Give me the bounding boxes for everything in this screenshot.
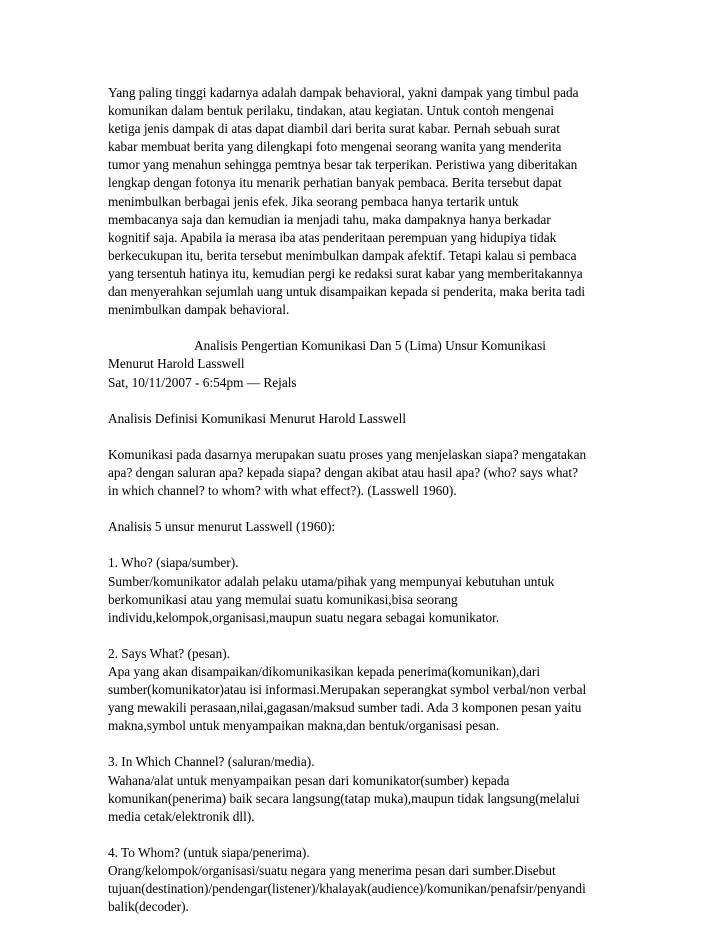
text-line: balik(decoder).	[108, 899, 189, 915]
paragraph-gap	[108, 735, 628, 753]
paragraph-gap	[108, 319, 628, 337]
text-line: sumber(komunikator)atau isi informasi.Merupakan seperangkat symbol verbal/non verbal	[108, 682, 587, 698]
text-line: lengkap dengan fotonya itu menarik perhatian banyak pembaca. Berita tersebut dapat	[108, 175, 562, 191]
elements-intro: Analisis 5 unsur menurut Lasswell (1960):	[108, 519, 336, 535]
text-line: ketiga jenis dampak di atas dapat diambil dari berita surat kabar. Pernah sebuah surat	[108, 121, 560, 137]
text-line: tujuan(destination)/pendengar(listener)/khalayak(audience)/komunikan/penafsir/penyandi	[108, 881, 586, 897]
article-meta: Sat, 10/11/2007 - 6:54pm — Rejals	[108, 374, 297, 390]
element-in-which-channel	[108, 753, 628, 825]
article-title-line: Menurut Harold Lasswell	[108, 356, 245, 372]
text-line: apa? dengan saluran apa? kepada siapa? dengan akibat atau hasil apa? (who? says what?	[108, 464, 578, 480]
text-line: dan menyerahkan sejumlah uang untuk disampaikan kepada si penderita, maka berita tadi	[108, 284, 586, 300]
element-heading: 3. In Which Channel? (saluran/media).	[108, 754, 315, 770]
text-line: Sumber/komunikator adalah pelaku utama/pihak yang mempunyai kebutuhan untuk	[108, 573, 555, 589]
text-line: individu,kelompok,organisasi,maupun suatu negara sebagai komunikator.	[108, 609, 500, 625]
text-line: komunikan(penerima) baik secara langsung(tatap muka),maupun tidak langsung(melalui	[108, 790, 580, 806]
text-line: Orang/kelompok/organisasi/suatu negara yang menerima pesan dari sumber.Disebut	[108, 863, 556, 879]
element-heading: 2. Says What? (pesan).	[108, 645, 230, 661]
paragraph-gap	[108, 392, 628, 410]
document-page	[108, 84, 628, 916]
text-line: in which channel? to whom? with what effect?). (Lasswell 1960).	[108, 483, 457, 499]
text-line: berkomunikasi atau yang memulai suatu komunikasi,bisa seorang	[108, 591, 458, 607]
text-line: menimbulkan berbagai jenis efek. Jika seorang pembaca hanya tertarik untuk	[108, 193, 519, 209]
text-line: berkecukupan itu, berita tersebut menimbulkan dampak afektif. Tetapi kalau si pembaca	[108, 247, 577, 263]
element-to-whom	[108, 844, 628, 916]
element-who	[108, 554, 628, 626]
text-line: Yang paling tinggi kadarnya adalah dampak behavioral, yakni dampak yang timbul pada	[108, 85, 579, 100]
text-line: makna,symbol untuk menyampaikan makna,dan bentuk/organisasi pesan.	[108, 718, 500, 734]
paragraph-gap	[108, 627, 628, 645]
text-line: kognitif saja. Apabila ia merasa iba atas penderitaan perempuan yang hidupiya tidak	[108, 229, 557, 245]
text-line: tumor yang menahun sehingga pemtnya besar tak terperikan. Peristiwa yang diberitakan	[108, 157, 578, 173]
text-line: Apa yang akan disampaikan/dikomunikasikan kepada penerima(komunikan),dari	[108, 664, 541, 679]
text-line: media cetak/elektronik dll).	[108, 808, 255, 824]
paragraph-gap	[108, 536, 628, 554]
text-line: menimbulkan dampak behavioral.	[108, 302, 290, 318]
element-heading: 4. To Whom? (untuk siapa/penerima).	[108, 844, 310, 860]
text-line: Komunikasi pada dasarnya merupakan suatu proses yang menjelaskan siapa? mengatakan	[108, 446, 587, 462]
text-line: membacanya saja dan kemudian ia menjadi tahu, maka dampaknya hanya berkadar	[108, 211, 551, 227]
article-title-line: Analisis Pengertian Komunikasi Dan 5 (Lima) Unsur Komunikasi	[194, 338, 546, 354]
text-line: kabar membuat berita yang dilengkapi foto mengenai seorang wanita yang menderita	[108, 139, 562, 155]
paragraph-gap	[108, 428, 628, 446]
text-line: yang tersentuh hatinya itu, kemudian pergi ke redaksi surat kabar yang memberitakannya	[108, 265, 583, 281]
article-title	[108, 337, 628, 373]
element-says-what	[108, 645, 628, 735]
text-line: yang mewakili perasaan,nilai,gagasan/maksud sumber tadi. Ada 3 komponen pesan yaitu	[108, 700, 582, 716]
text-line: Wahana/alat untuk menyampaikan pesan dari komunikator(sumber) kepada	[108, 772, 510, 788]
intro-paragraph	[108, 84, 628, 319]
definition-paragraph	[108, 446, 628, 500]
paragraph-gap	[108, 826, 628, 844]
element-heading: 1. Who? (siapa/sumber).	[108, 555, 239, 571]
paragraph-gap	[108, 500, 628, 518]
section-heading: Analisis Definisi Komunikasi Menurut Harold Lasswell	[108, 410, 407, 426]
text-line: komunikan dalam bentuk perilaku, tindakan, atau kegiatan. Untuk contoh mengenai	[108, 103, 555, 119]
